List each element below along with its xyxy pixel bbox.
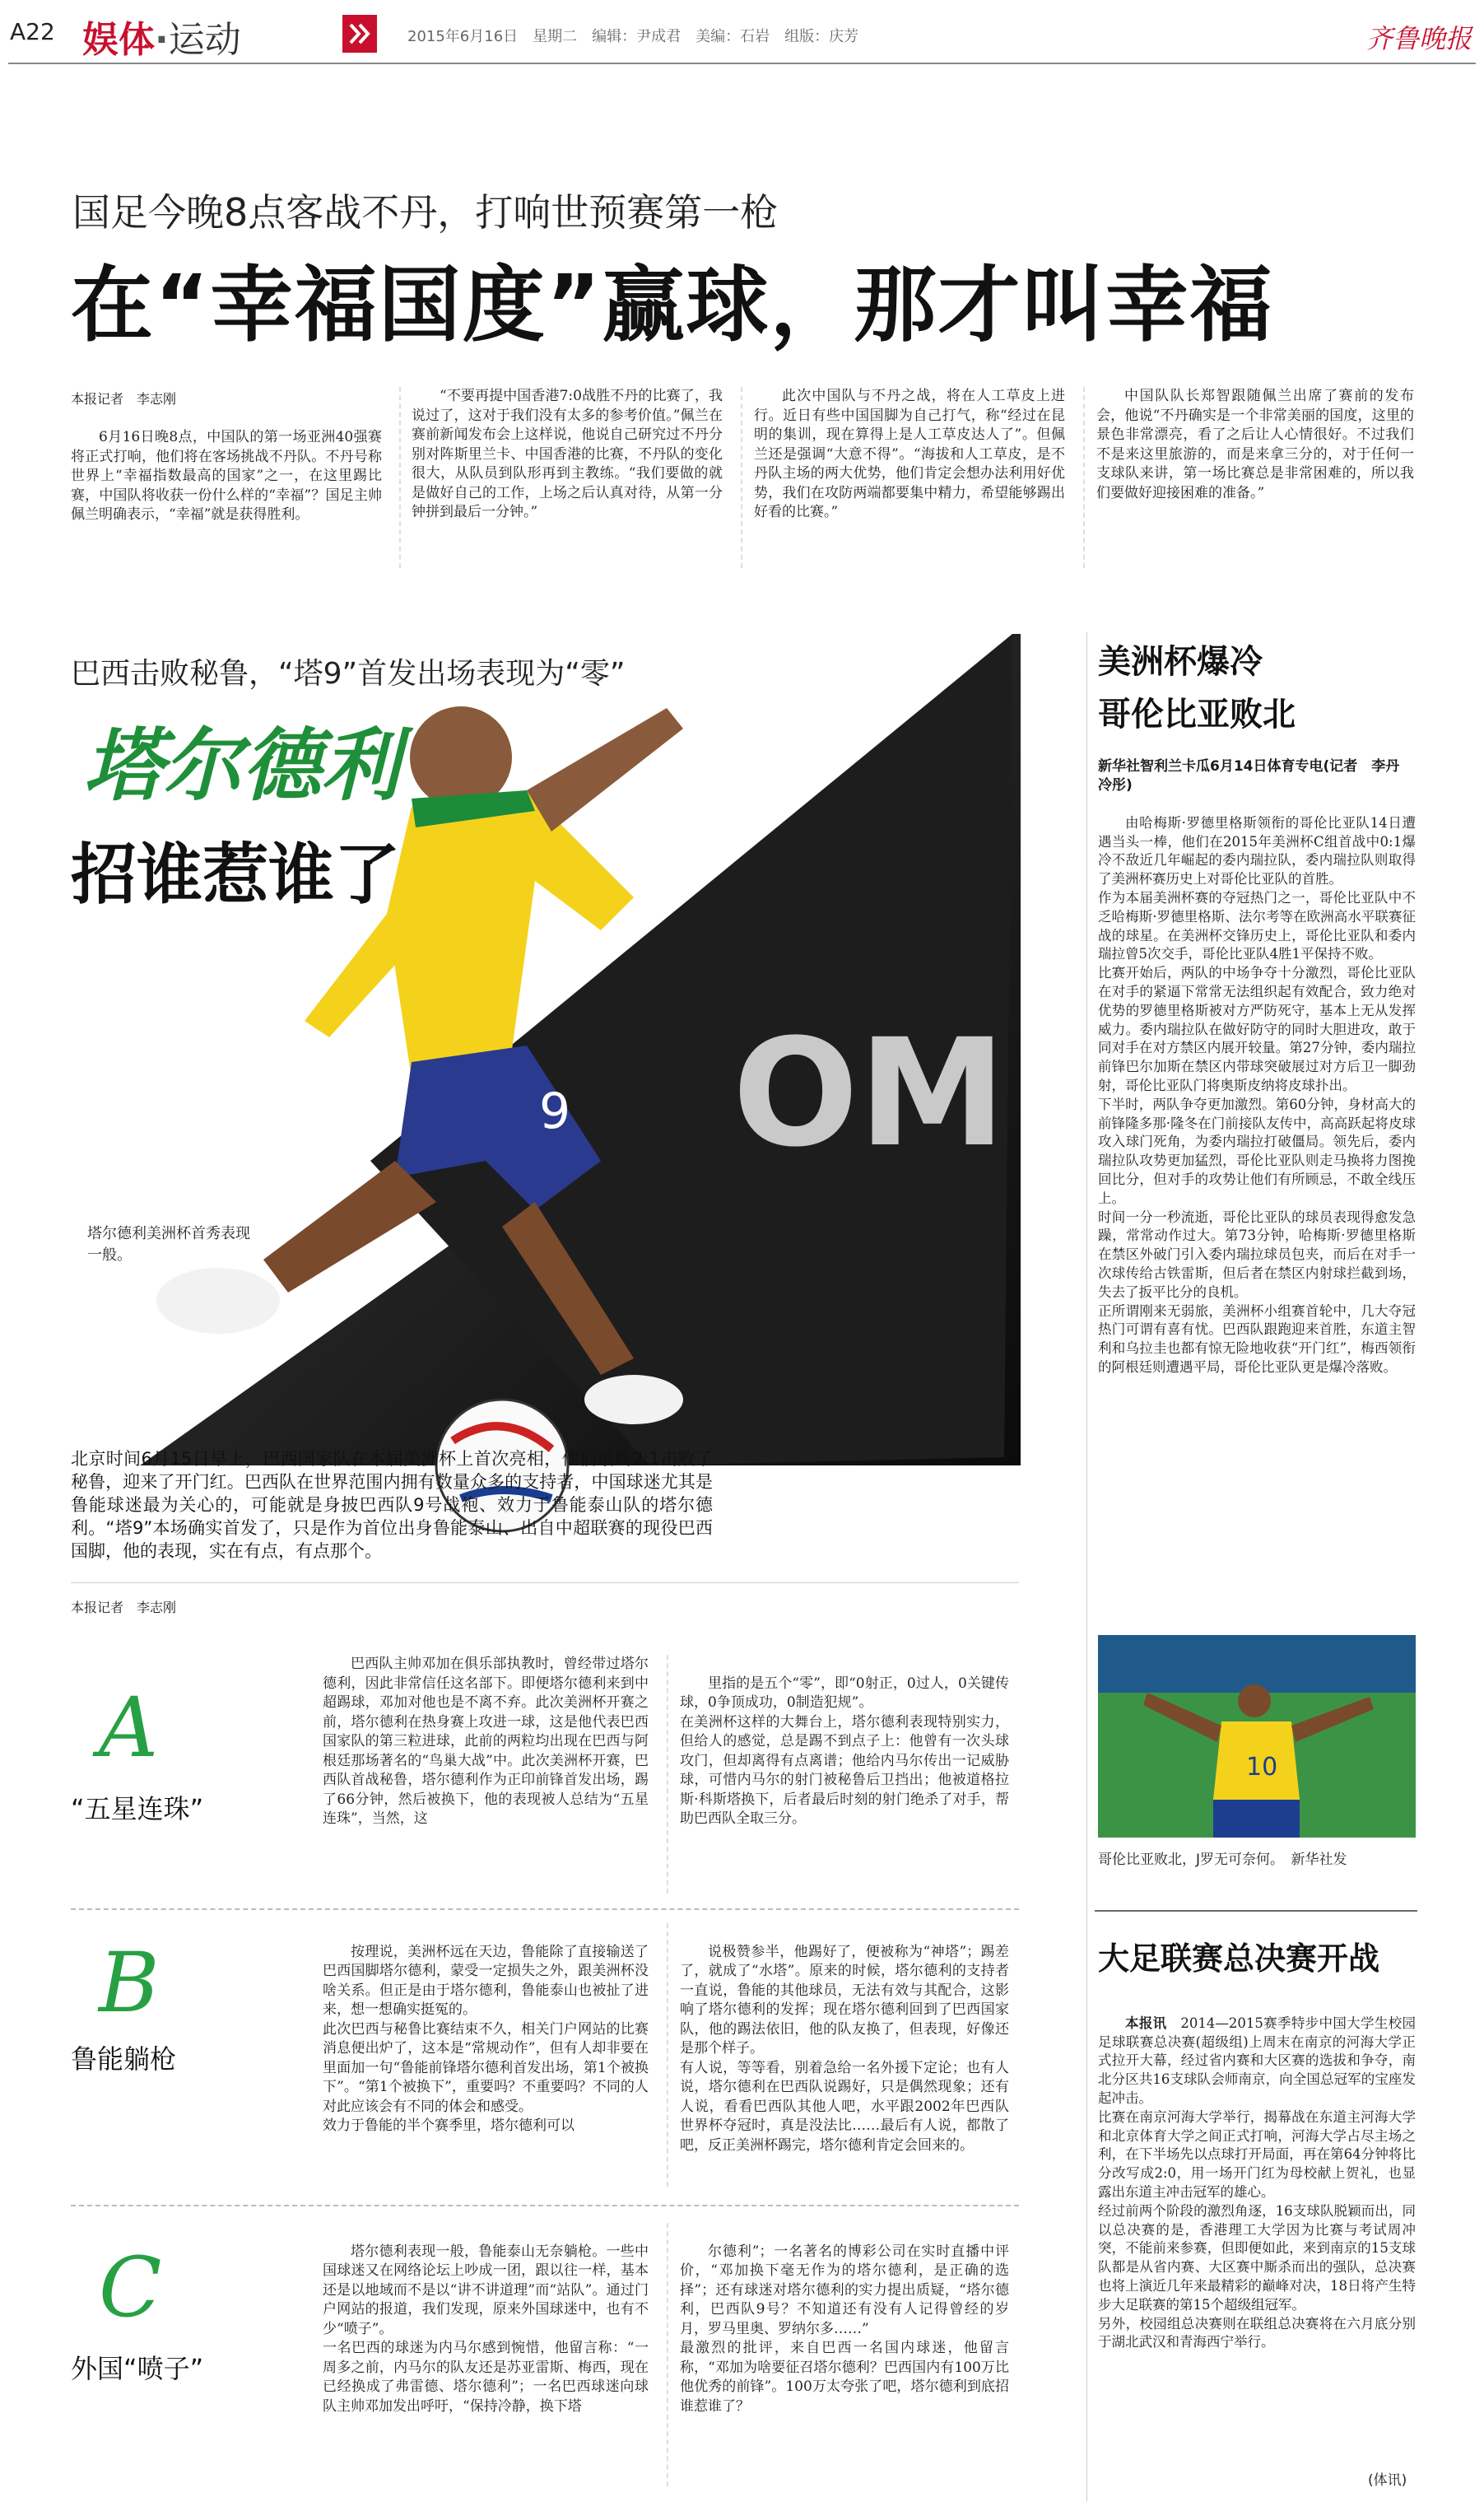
section-title-a: “五星连珠”: [71, 1793, 204, 1824]
copa-title-1: 美洲杯爆冷: [1098, 643, 1263, 681]
section-letter-c: C: [99, 2239, 162, 2336]
section-title-c: 外国“喷子”: [71, 2353, 204, 2384]
section-b-col-1: [323, 1923, 649, 2155]
feature-title-main: 塔尔德利: [84, 720, 400, 812]
byline-name: 李志刚: [137, 391, 177, 407]
section-b-col-2: [680, 1923, 1009, 2175]
section-letter-a: A: [99, 1679, 159, 1776]
feature-lead: 北京时间6月15日早上，巴西国家队在本届美洲杯上首次亮相，他们最终2:1击败了秘鲁，迎来了开门红。巴西队在世界范围内拥有数量众多的支持者，中国球迷尤其是鲁能球迷最为关心的，可能就是身披巴西队9号战袍、效力于鲁能泰山队的塔尔德利。“塔9”本场确实首发了，只是作为首位出身鲁能泰山、出自中超联赛的现役巴西国脚，他的表现，实在有点，有点那个。: [71, 1449, 713, 1561]
copa-photo: [1098, 1635, 1416, 1838]
section-a-col-1-text: 巴西队主帅邓加在俱乐部执教时，曾经带过塔尔德利，因此非常信任这名部下。即便塔尔德利来到中超踢球，邓加对他也是不离不弃。此次美洲杯开赛之前，塔尔德利在热身赛上攻进一球，这是他代表巴西国家队的第三粒进球，此前的两粒均出现在巴西与阿根廷那场著名的“鸟巢大战”中。此次美洲杯开赛，巴西队首战秘鲁，塔尔德利作为正印前锋首发出场，踢了66分钟，然后被换下，他的表现被人总结为“五星连珠”，当然，这: [323, 1656, 649, 1827]
univ-text: 2014—2015赛季特步中国大学生校园足球联赛总决赛(超级组)上周末在南京的河海大学正式拉开大幕，经过省内赛和大区赛的选拔和争夺，南北分区共16支球队会师南京，向全国总冠军的宝座发起冲击。 比赛在南京河海大学举行，揭幕战在东道主河海大学和北京体育大学之间正式打响，河海大学占尽主场之利，在下半场先以点球打开局面，再在第64分钟将比分改写成2:0，用一场开门红为母校献上贺礼，也显露出东道主冲击冠军的雄心。 经过前两个阶段的激烈角逐，16支球队脱颖而出，同以总决赛的是，香港理工大学因为比赛与考试周冲突，不能前来参赛，但即便如此，来到南京的15支球队都是从省内赛、大区赛中厮杀而出的强队，总决赛也将上演近几年来最精彩的巅峰对决，18日将产生特步大足联赛的第15个超级组冠军。 另外，校园组总决赛则在联组总决赛将在六月底分别于湖北武汉和青海西宁举行。: [1098, 2015, 1417, 2350]
section-c-col-2-text: 尔德利”；一名著名的博彩公司在实时直播中评价，“邓加换下毫无作为的塔尔德利，是正确的选择”；还有球迷对塔尔德利的实力提出质疑，“塔尔德利，巴西队9号？不知道还有没有人记得曾经的岁月，罗马里奥、罗纳尔多……” 最激烈的批评，来自巴西一名国内球迷，他留言称，“邓加为啥要征召塔尔德利？巴西国内有100万比他优秀的前锋”。100万太夸张了吧，塔尔德利到底招谁惹谁了？: [680, 2243, 1009, 2415]
copa-photo-caption: 哥伦比亚败北，J罗无可奈何。 新华社发: [1098, 1852, 1347, 1868]
svg-text:OM: OM: [733, 1008, 1007, 1180]
univ-credit: (体讯): [1368, 2472, 1407, 2489]
divider: [399, 387, 401, 568]
subsection-label: 运动: [168, 19, 241, 61]
copa-title-2: 哥伦比亚败北: [1098, 696, 1296, 734]
byline-label: 本报记者: [71, 391, 124, 407]
top-col-4-text: 中国队队长郑智跟随佩兰出席了赛前的发布会，他说“不丹确实是一个非常美丽的国度，这里的景色非常漂亮，看了之后让人心情很好。不过我们不是来这里旅游的，而是来拿三分的，对于任何一支球队来讲，第一场比赛总是非常困难的，所以我们要做好迎接困难的准备。”: [1096, 388, 1414, 501]
divider: [667, 1655, 668, 1894]
top-kicker: 国足今晚8点客战不丹，打响世预赛第一枪: [72, 190, 779, 235]
univ-top-rule: [1095, 1910, 1417, 1912]
copa-body: [1098, 795, 1416, 1396]
univ-body: [1098, 1996, 1416, 2371]
section-a-col-2: [680, 1655, 1009, 1848]
section-arrow-icon: [342, 15, 377, 53]
top-col-1: [71, 428, 382, 525]
section-a-col-2-text: 里指的是五个“零”，即“0射正，0过人，0关键传球，0争顶成功，0制造犯规”。 在美洲杯这样的大舞台上，塔尔德利表现特别实力，但给人的感觉，总是踢不到点子上：他曾有一次头球攻门，但却离得有点离谱；他给内马尔传出一记威胁球，可惜内马尔的射门被秘鲁后卫挡出；他被道格拉斯·科斯塔换下，后者最后时刻的射门绝杀了对手，帮助巴西队全取三分。: [680, 1675, 1009, 1827]
byline-label: 本报记者: [71, 1600, 124, 1615]
top-col-3: [754, 387, 1065, 523]
top-headline: 在“幸福国度”赢球，那才叫幸福: [71, 257, 1274, 353]
divider: [667, 2223, 668, 2486]
section-letter-b: B: [99, 1935, 160, 2031]
section-a-col-1: [323, 1655, 649, 1829]
section-c-col-1: [323, 2223, 649, 2436]
svg-text:10: 10: [1246, 1753, 1278, 1782]
section-separator: [71, 2205, 1019, 2206]
copa-dateline: 新华社智利兰卡瓜6月14日体育专电(记者 李丹 冷彤): [1098, 758, 1414, 794]
section-b-col-1-text: 按理说，美洲杯远在天边，鲁能除了直接输送了巴西国脚塔尔德利，蒙受一定损失之外，跟美洲杯没啥关系。但正是由于塔尔德利，鲁能泰山也被扯了进来，想一想确实挺冤的。 此次巴西与秘鲁比赛结束不久，相关门户网站的比赛消息便出炉了，这本是“常规动作”，但有人却非要在里面加一句“鲁能前锋塔尔德利首发出场，第1个被换下”。“第1个被换下”，重要吗？不重要吗？不同的人对此应该会有不同的体会和感受。 效力于鲁能的半个赛季里，塔尔德利可以: [323, 1943, 649, 2134]
byline-name: 李志刚: [137, 1600, 177, 1615]
feature-title-sub: 招谁惹谁了: [71, 836, 400, 913]
masthead-rule: [8, 63, 1476, 64]
section-rule: [71, 1582, 1019, 1583]
newspaper-logo: 齐鲁晚报: [1366, 23, 1472, 54]
column-rule: [1086, 632, 1087, 2501]
section-b-col-2-text: 说极赞参半，他踢好了，便被称为“神塔”；踢差了，就成了“水塔”。原来的时候，塔尔德利的支持者一直说，鲁能的其他球员，无法有效与其配合，这影响了塔尔德利的发挥；现在塔尔德利回到了巴西国家队，他的踢法依旧，他的队友换了，但表现，好像还是那个样子。 有人说，等等看，别着急给一名外援下定论；也有人说，塔尔德利在巴西队说踢好，只是偶然现象；还有人说，看看巴西队其他人吧，水平跟2002年巴西队世界杯夺冠时，真是没法比……最后有人说，都散了吧，反正美洲杯踢完，塔尔德利肯定会回来的。: [680, 1943, 1009, 2154]
section-dot: ·: [155, 19, 169, 61]
issue-info: 2015年6月16日 星期二 编辑：尹成君 美编：石岩 组版：庆芳: [407, 28, 859, 45]
univ-title: 大足联赛总决赛开战: [1098, 1940, 1380, 1977]
svg-text:9: 9: [539, 1083, 571, 1140]
top-col-2-text: “不要再提中国香港7:0战胜不丹的比赛了，我说过了，这对于我们没有太多的参考价值。”佩兰在赛前新闻发布会上这样说，他说自己研究过不丹分别对阵斯里兰卡、中国香港的比赛，不丹队的变化很大，从队员到队形再到主教练。“我们要做的就是做好自己的工作，上场之后认真对待，从第一分钟拼到最后一分钟。”: [412, 388, 723, 520]
section-title-b: 鲁能躺枪: [71, 2043, 177, 2075]
top-col-3-text: 此次中国队与不丹之战，将在人工草皮上进行。近日有些中国国脚为自己打气，称“经过在昆明的集训，现在算得上是人工草皮达人了”。但佩兰还是强调“大意不得”。“海拔和人工草皮，是不丹队主场的两大优势，他们肯定会想办法利用好优势，我们在攻防两端都要集中精力，希望能够踢出好看的比赛。”: [754, 388, 1065, 520]
feature-byline: [71, 1597, 176, 1616]
feature-photo-caption: 塔尔德利美洲杯首秀表现一般。: [87, 1225, 250, 1264]
feature-kicker: 巴西击败秘鲁，“塔9”首发出场表现为“零”: [71, 657, 626, 691]
section-c-col-1-text: 塔尔德利表现一般，鲁能泰山无奈躺枪。一些中国球迷又在网络论坛上吵成一团，跟以往一样，基本还是以地域而不是以“讲不讲道理”而“站队”。通过门户网站的报道，我们发现，原来外国球迷中，也有不少“喷子”。 一名巴西的球迷为内马尔感到惋惜，他留言称：“一周多之前，内马尔的队友还是苏亚雷斯、梅西，现在已经换成了弗雷德、塔尔德利”；一名巴西球迷向球队主帅邓加发出呼吁，“保持冷静，换下塔: [323, 2243, 649, 2415]
section-separator: [71, 1908, 1019, 1910]
divider: [667, 1923, 668, 2187]
divider: [1083, 387, 1085, 568]
top-col-4: [1096, 387, 1414, 503]
section-name: [82, 10, 241, 63]
section-label: 娱体: [82, 19, 155, 61]
top-col-2: [412, 387, 723, 523]
univ-byline: 本报讯: [1125, 2015, 1167, 2031]
copa-body-text: 由哈梅斯·罗德里格斯领衔的哥伦比亚队14日遭遇当头一棒，他们在2015年美洲杯C组首战中0:1爆冷不敌近几年崛起的委内瑞拉队，委内瑞拉队则取得了美洲杯赛历史上对哥伦比亚队的首胜。 作为本届美洲杯赛的夺冠热门之一，哥伦比亚队中不乏哈梅斯·罗德里格斯、法尔考等在欧洲高水平联赛征战的球星。在美洲杯交锋历史上，哥伦比亚队和委内瑞拉曾5次交手，哥伦比亚队4胜1平保持不败。 比赛开始后，两队的中场争夺十分激烈，哥伦比亚队在对手的紧逼下常常无法组织起有效配合，致力绝对优势的罗德里格斯被对方严防死守，基本上无从发挥威力。委内瑞拉队在做好防守的同时大胆进攻，敢于同对手在对方禁区内展开较量。第27分钟，委内瑞拉前锋巴尔加斯在禁区内带球突破展过对方后卫一脚劲射，哥伦比亚队门将奥斯皮纳将皮球扑出。 下半时，两队争夺更加激烈。第60分钟，身材高大的前锋隆多那·隆冬在门前接队友传中，高高跃起将皮球攻入球门死角，为委内瑞拉打破僵局。领先后，委内瑞拉队攻势更加猛烈，哥伦比亚队则走马换将力图挽回比分，但对手的攻势让他们有所顾忌，不敢全线压上。 时间一分一秒流逝，哥伦比亚队的球员表现得愈发急躁，常常动作过大。第73分钟，哈梅斯·罗德里格斯在禁区外破门引入委内瑞拉球员包夹，而后在对手一次球传给古铁雷斯，但后者在禁区内射球拦截到场，失去了扳平比分的良机。 正所谓刚来无弱旅，美洲杯小组赛首轮中，几大夺冠热门可谓有喜有忧。巴西队跟跑迎来首胜，东道主智利和乌拉圭也都有惊无险地收获“开门红”，梅西领衔的阿根廷则遭遇平局，哥伦比亚队更是爆冷落败。: [1098, 814, 1416, 1375]
page-number: A22: [10, 18, 55, 45]
divider: [741, 387, 742, 568]
top-byline: [71, 389, 176, 408]
univ-body-text: [1098, 2015, 1416, 2352]
section-c-col-2: [680, 2223, 1009, 2436]
top-col-1-text: 6月16日晚8点，中国队的第一场亚洲40强赛将正式打响，他们将在客场挑战不丹队。不丹号称世界上“幸福指数最高的国家”之一，在这里踢比赛，中国队将收获一份什么样的“幸福”？国足主帅佩兰明确表示，“幸福”就是获得胜利。: [71, 429, 382, 523]
